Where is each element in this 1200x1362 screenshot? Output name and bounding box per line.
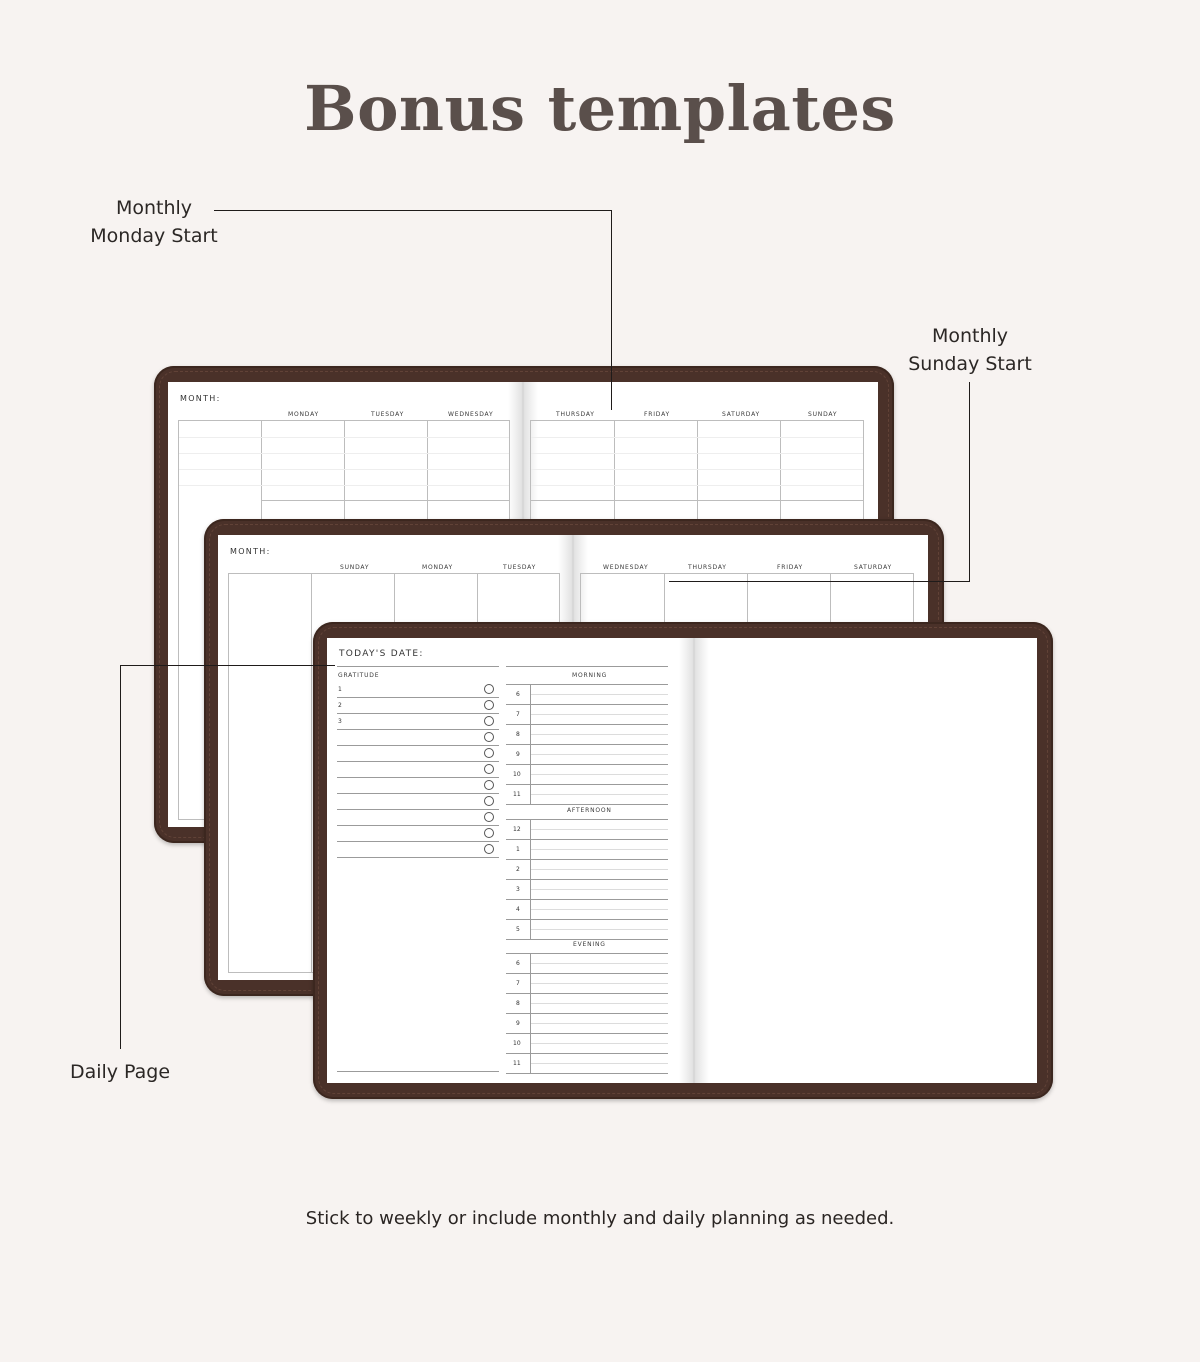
callout-monthly-sunday <box>900 322 1040 378</box>
callout-monthly-monday <box>84 194 224 250</box>
gratitude-row-line <box>337 825 499 826</box>
schedule-half-line <box>531 694 668 695</box>
gratitude-label: GRATITUDE <box>338 672 380 679</box>
connector-daily-v <box>120 665 121 1049</box>
schedule-half-line <box>531 963 668 964</box>
schedule-half-line <box>531 734 668 735</box>
schedule-half-line <box>531 1043 668 1044</box>
schedule-hour-line <box>506 993 668 994</box>
schedule-half-line <box>531 829 668 830</box>
gratitude-checkbox[interactable] <box>484 780 494 790</box>
gratitude-checkbox[interactable] <box>484 844 494 854</box>
schedule-hour: 9 <box>516 751 520 758</box>
gratitude-checkbox[interactable] <box>484 716 494 726</box>
gratitude-row-line <box>337 809 499 810</box>
schedule-half-line <box>531 1023 668 1024</box>
gratitude-checkbox[interactable] <box>484 796 494 806</box>
schedule-half-line <box>531 929 668 930</box>
schedule-half-line <box>531 849 668 850</box>
schedule-hour: 4 <box>516 906 520 913</box>
schedule-half-line <box>531 1003 668 1004</box>
day-header-mon-left-3: WEDNESDAY <box>448 411 494 418</box>
afternoon-label: AFTERNOON <box>567 807 612 814</box>
schedule-hour-line <box>506 764 668 765</box>
schedule-half-line <box>531 889 668 890</box>
schedule-hour-line <box>506 804 668 805</box>
gratitude-checkbox[interactable] <box>484 732 494 742</box>
connector-sunday-v <box>969 382 970 582</box>
gratitude-row-line <box>337 729 499 730</box>
schedule-hour-line <box>506 1013 668 1014</box>
gratitude-checkbox[interactable] <box>484 828 494 838</box>
schedule-half-line <box>531 774 668 775</box>
day-header-sun-right-1: WEDNESDAY <box>603 564 649 571</box>
morning-label: MORNING <box>572 672 608 679</box>
schedule-hour-line <box>506 859 668 860</box>
schedule-hour-line <box>506 839 668 840</box>
schedule-hour: 8 <box>516 731 520 738</box>
schedule-half-line <box>531 714 668 715</box>
gratitude-row-line <box>337 841 499 842</box>
gratitude-row-line <box>337 761 499 762</box>
schedule-half-line <box>531 869 668 870</box>
schedule-hour: 11 <box>513 1060 521 1067</box>
day-header-sun-left-2: MONDAY <box>422 564 454 571</box>
schedule-half-line <box>531 983 668 984</box>
schedule-half-line <box>531 794 668 795</box>
callout-sunday-line1: Monthly <box>931 325 1009 347</box>
day-header-mon-right-3: SATURDAY <box>722 411 761 418</box>
day-header-mon-right-1: THURSDAY <box>556 411 595 418</box>
schedule-half-line <box>531 909 668 910</box>
schedule-hour: 9 <box>516 1020 520 1027</box>
day-header-mon-left-2: TUESDAY <box>371 411 405 418</box>
gratitude-row-line <box>337 857 499 858</box>
gratitude-row-line <box>337 697 499 698</box>
day-header-sun-right-2: THURSDAY <box>688 564 727 571</box>
gratitude-checkbox[interactable] <box>484 812 494 822</box>
schedule-hour: 8 <box>516 1000 520 1007</box>
gratitude-row-line <box>337 793 499 794</box>
gratitude-row-line <box>337 713 499 714</box>
gratitude-checkbox[interactable] <box>484 748 494 758</box>
connector-monday-v <box>611 210 612 410</box>
connector-sunday-h <box>669 581 970 582</box>
schedule-hour-line <box>506 744 668 745</box>
planner-daily-page <box>313 622 1053 1099</box>
schedule-hour: 6 <box>516 960 520 967</box>
callout-monday-line2: Monday Start <box>90 225 218 247</box>
schedule-hour: 7 <box>516 980 520 987</box>
schedule-hour-line <box>506 1073 668 1074</box>
schedule-hour: 10 <box>513 771 521 778</box>
schedule-hour-line <box>506 919 668 920</box>
monthly-sunday-month-label: MONTH: <box>230 547 271 556</box>
schedule-hour-line <box>506 879 668 880</box>
schedule-hour-line <box>506 1033 668 1034</box>
gratitude-number: 2 <box>338 702 342 709</box>
schedule-hour-line <box>506 724 668 725</box>
gratitude-row-line <box>337 745 499 746</box>
day-header-sun-right-4: SATURDAY <box>854 564 893 571</box>
monthly-monday-month-label: MONTH: <box>180 394 221 403</box>
connector-monday-h <box>214 210 612 211</box>
schedule-hour-line <box>506 939 668 940</box>
schedule-hour-line <box>506 1053 668 1054</box>
gratitude-checkbox[interactable] <box>484 684 494 694</box>
gratitude-checkbox[interactable] <box>484 764 494 774</box>
schedule-hour-line <box>506 704 668 705</box>
schedule-half-line <box>531 754 668 755</box>
callout-daily-page <box>50 1058 190 1086</box>
schedule-hour: 12 <box>513 826 521 833</box>
connector-daily-h <box>120 665 335 666</box>
schedule-hour: 7 <box>516 711 520 718</box>
day-header-sun-left-3: TUESDAY <box>503 564 537 571</box>
schedule-hour-line <box>506 899 668 900</box>
gratitude-number: 1 <box>338 686 342 693</box>
day-header-mon-right-2: FRIDAY <box>644 411 671 418</box>
schedule-hour: 3 <box>516 886 520 893</box>
daily-date-label: TODAY'S DATE: <box>339 649 424 659</box>
gratitude-number: 3 <box>338 718 342 725</box>
day-header-mon-right-4: SUNDAY <box>808 411 838 418</box>
day-header-mon-left-1: MONDAY <box>288 411 320 418</box>
daily-spine <box>679 638 709 1083</box>
callout-monday-line1: Monthly <box>115 197 193 219</box>
gratitude-checkbox[interactable] <box>484 700 494 710</box>
schedule-hour: 5 <box>516 926 520 933</box>
daily-pages <box>327 638 1037 1083</box>
footer-caption: Stick to weekly or include monthly and daily planning as needed. <box>305 1208 895 1229</box>
schedule-hour: 6 <box>516 691 520 698</box>
day-header-sun-right-3: FRIDAY <box>777 564 804 571</box>
schedule-hour: 2 <box>516 866 520 873</box>
schedule-hour: 1 <box>516 846 520 853</box>
gratitude-row-line <box>337 777 499 778</box>
callout-sunday-line2: Sunday Start <box>908 353 1032 375</box>
callout-daily-line: Daily Page <box>69 1061 171 1083</box>
day-header-sun-left-1: SUNDAY <box>340 564 370 571</box>
evening-label: EVENING <box>573 941 606 948</box>
schedule-half-line <box>531 1063 668 1064</box>
page-title: Bonus templates <box>304 72 896 145</box>
schedule-hour: 11 <box>513 791 521 798</box>
schedule-hour: 10 <box>513 1040 521 1047</box>
schedule-hour-line <box>506 973 668 974</box>
schedule-hour-line <box>506 784 668 785</box>
